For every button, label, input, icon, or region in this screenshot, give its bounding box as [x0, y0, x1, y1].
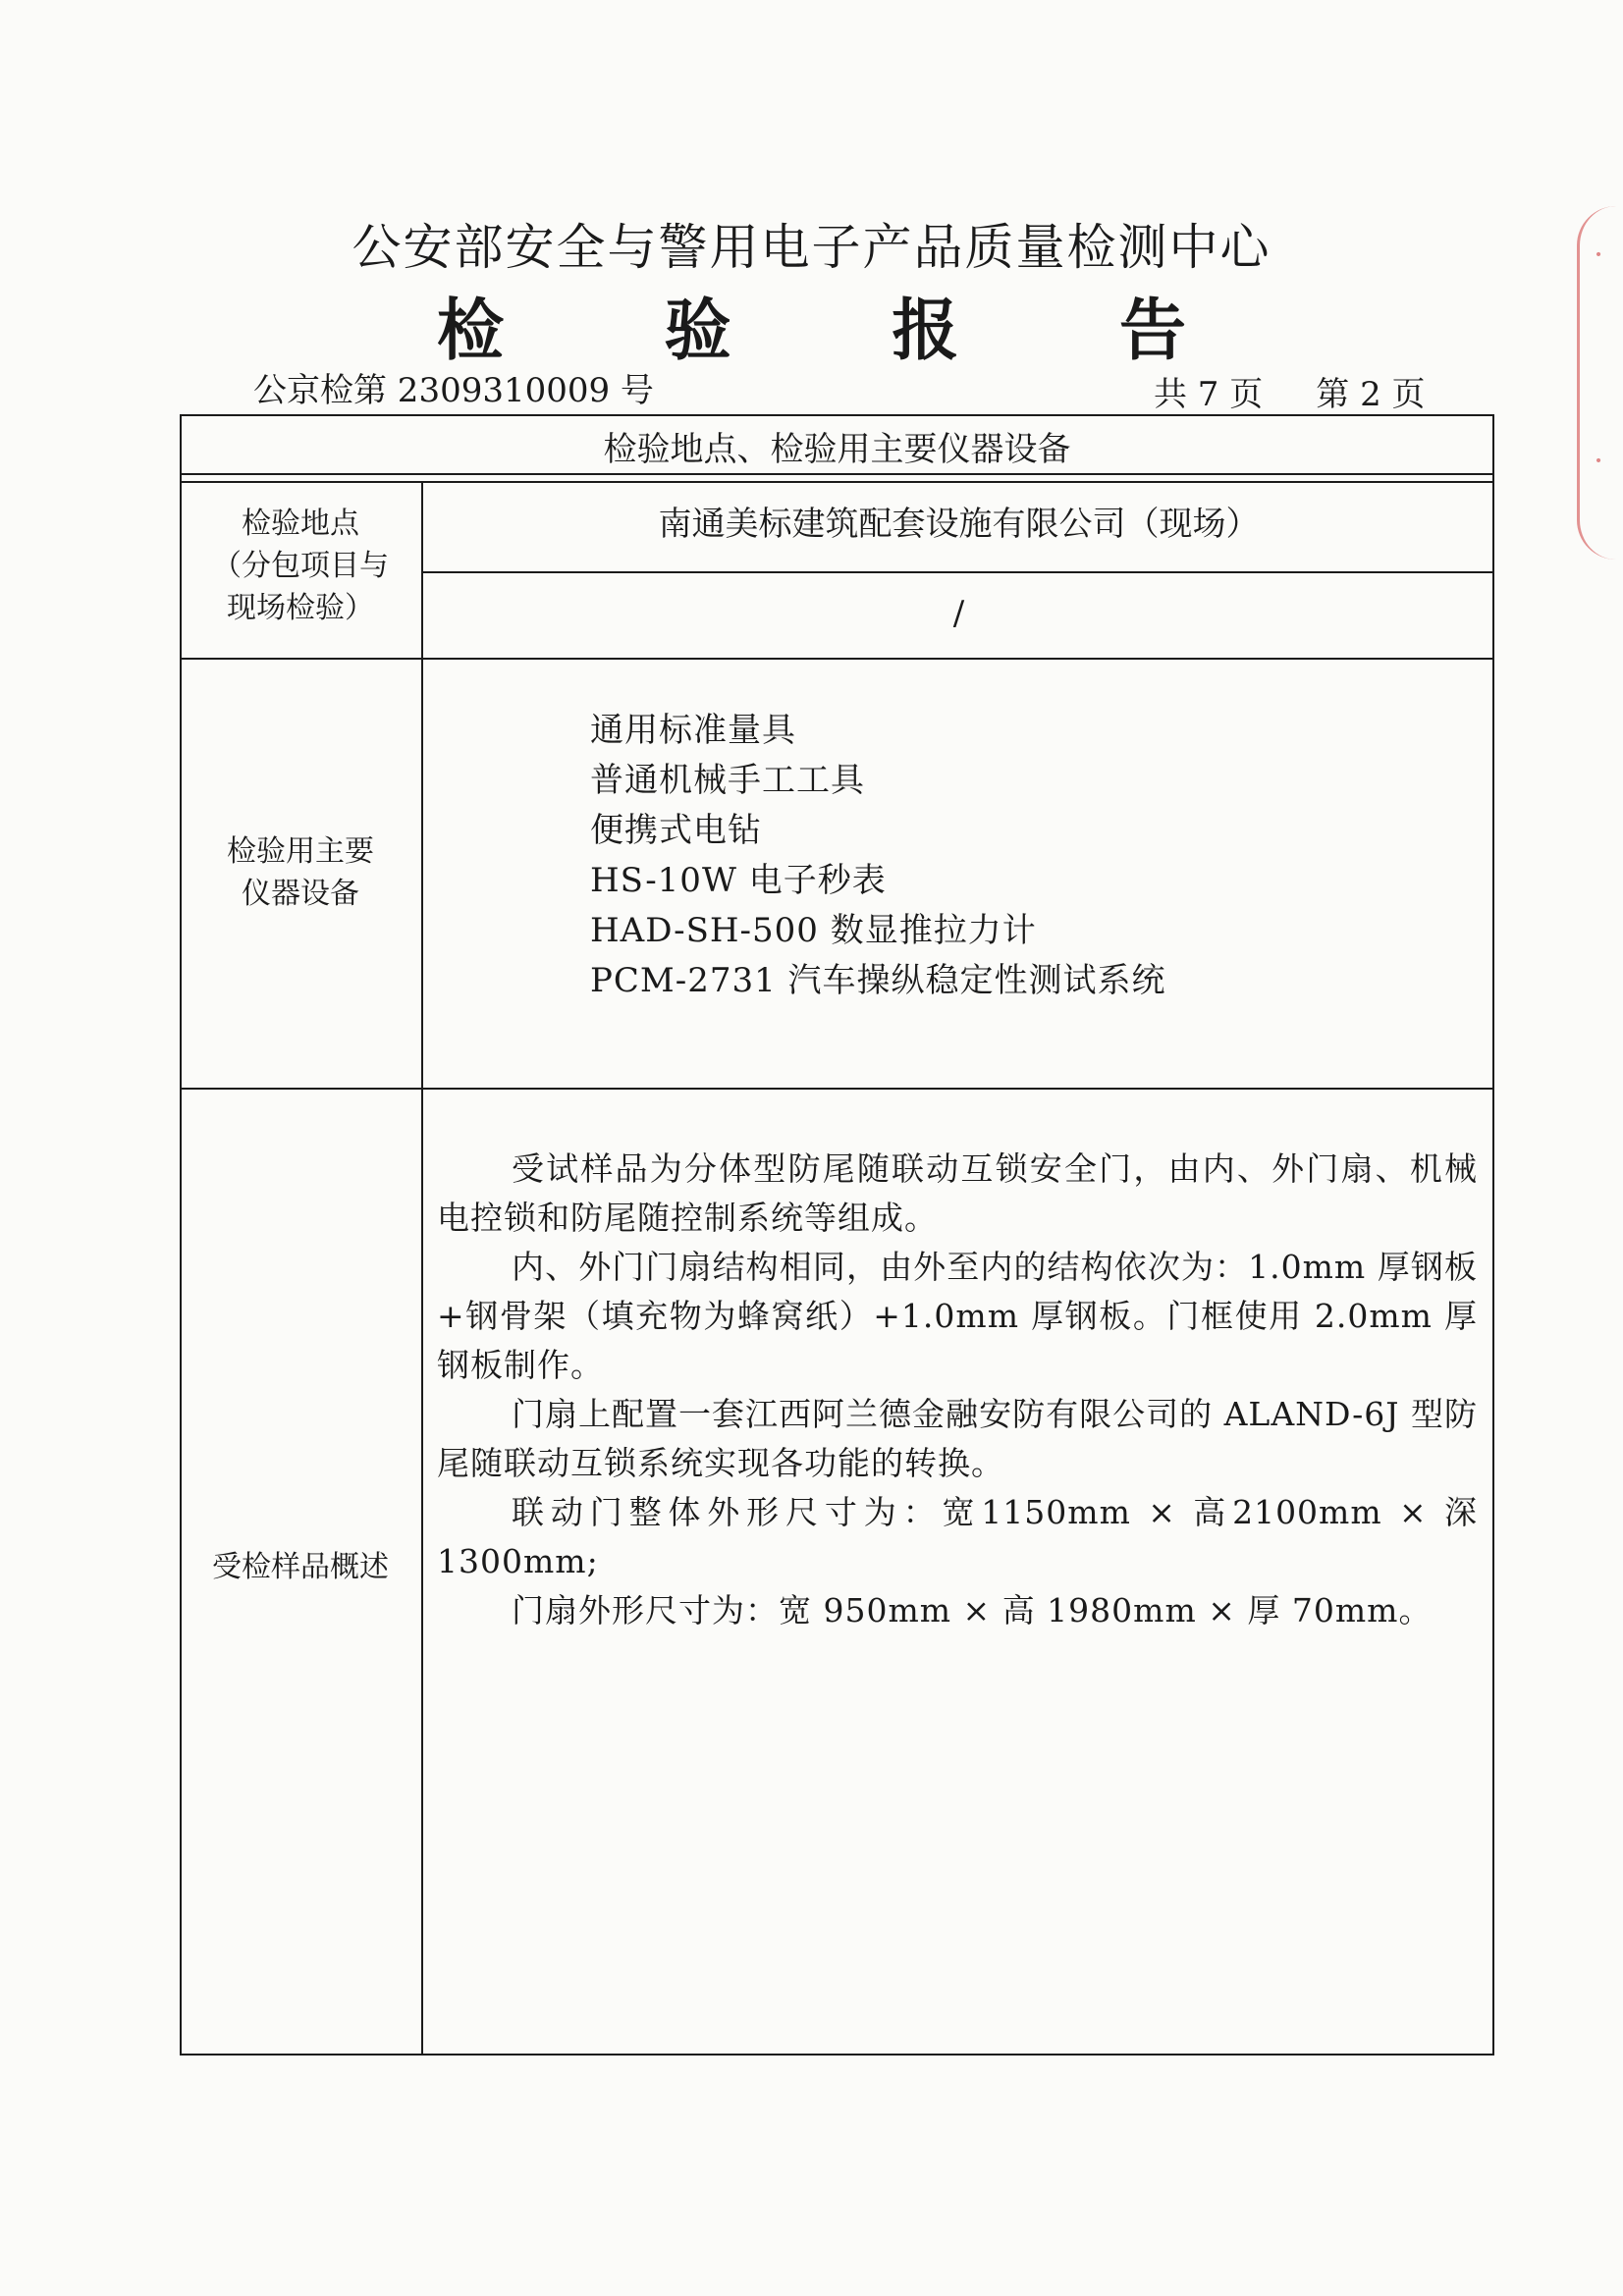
page-count: 共 7 页 第 2 页: [1154, 375, 1426, 414]
report-title: 检 验 报 告: [436, 292, 1256, 370]
red-seal-stamp: · ·: [1577, 206, 1623, 560]
table-divider: [423, 571, 1494, 573]
equipment-item: PCM-2731 汽车操纵稳定性测试系统: [590, 961, 1166, 1000]
equipment-list: [590, 706, 1166, 1006]
sample-description: [437, 1145, 1478, 1635]
equipment-item: HS-10W 电子秒表: [590, 861, 887, 900]
sample-label: 受检样品概述: [212, 1550, 389, 1584]
sample-paragraph: 内、外门门扇结构相同，由外至内的结构依次为：1.0mm 厚钢板+钢骨架（填充物为蜂窝纸）+1.0mm 厚钢板。门框使用 2.0mm 厚钢板制作。: [437, 1248, 1478, 1384]
equipment-label: 检验用主要 仪器设备: [227, 834, 374, 911]
table-divider: [180, 473, 1494, 475]
subcontract-value: /: [952, 594, 965, 633]
location-value: 南通美标建筑配套设施有限公司（现场）: [658, 505, 1260, 544]
sample-paragraph: 门扇外形尺寸为：宽 950mm × 高 1980mm × 厚 70mm。: [512, 1591, 1433, 1629]
location-label: 检验地点 （分包项目与 现场检验）: [212, 507, 389, 625]
table-divider: [180, 1088, 1494, 1090]
sample-paragraph: 联动门整体外形尺寸为：宽1150mm × 高2100mm × 深1300mm;: [437, 1493, 1478, 1580]
table-divider: [180, 658, 1494, 660]
equipment-item: 普通机械手工工具: [590, 761, 865, 800]
equipment-item: HAD-SH-500 数显推拉力计: [590, 911, 1037, 950]
table-divider: [180, 481, 1494, 483]
sample-paragraph: 门扇上配置一套江西阿兰德金融安防有限公司的 ALAND-6J 型防尾随联动互锁系统实现各功能的转换。: [437, 1395, 1478, 1482]
equipment-item: 通用标准量具: [590, 711, 796, 750]
organization-title: 公安部安全与警用电子产品质量检测中心: [352, 219, 1271, 276]
report-number: 公京检第 2309310009 号: [253, 371, 654, 410]
section-header: 检验地点、检验用主要仪器设备: [603, 430, 1071, 469]
sample-paragraph: 受试样品为分体型防尾随联动互锁安全门，由内、外门扇、机械电控锁和防尾随控制系统等组成。: [437, 1149, 1478, 1237]
table-column-divider: [421, 481, 423, 2056]
equipment-item: 便携式电钻: [590, 811, 762, 850]
